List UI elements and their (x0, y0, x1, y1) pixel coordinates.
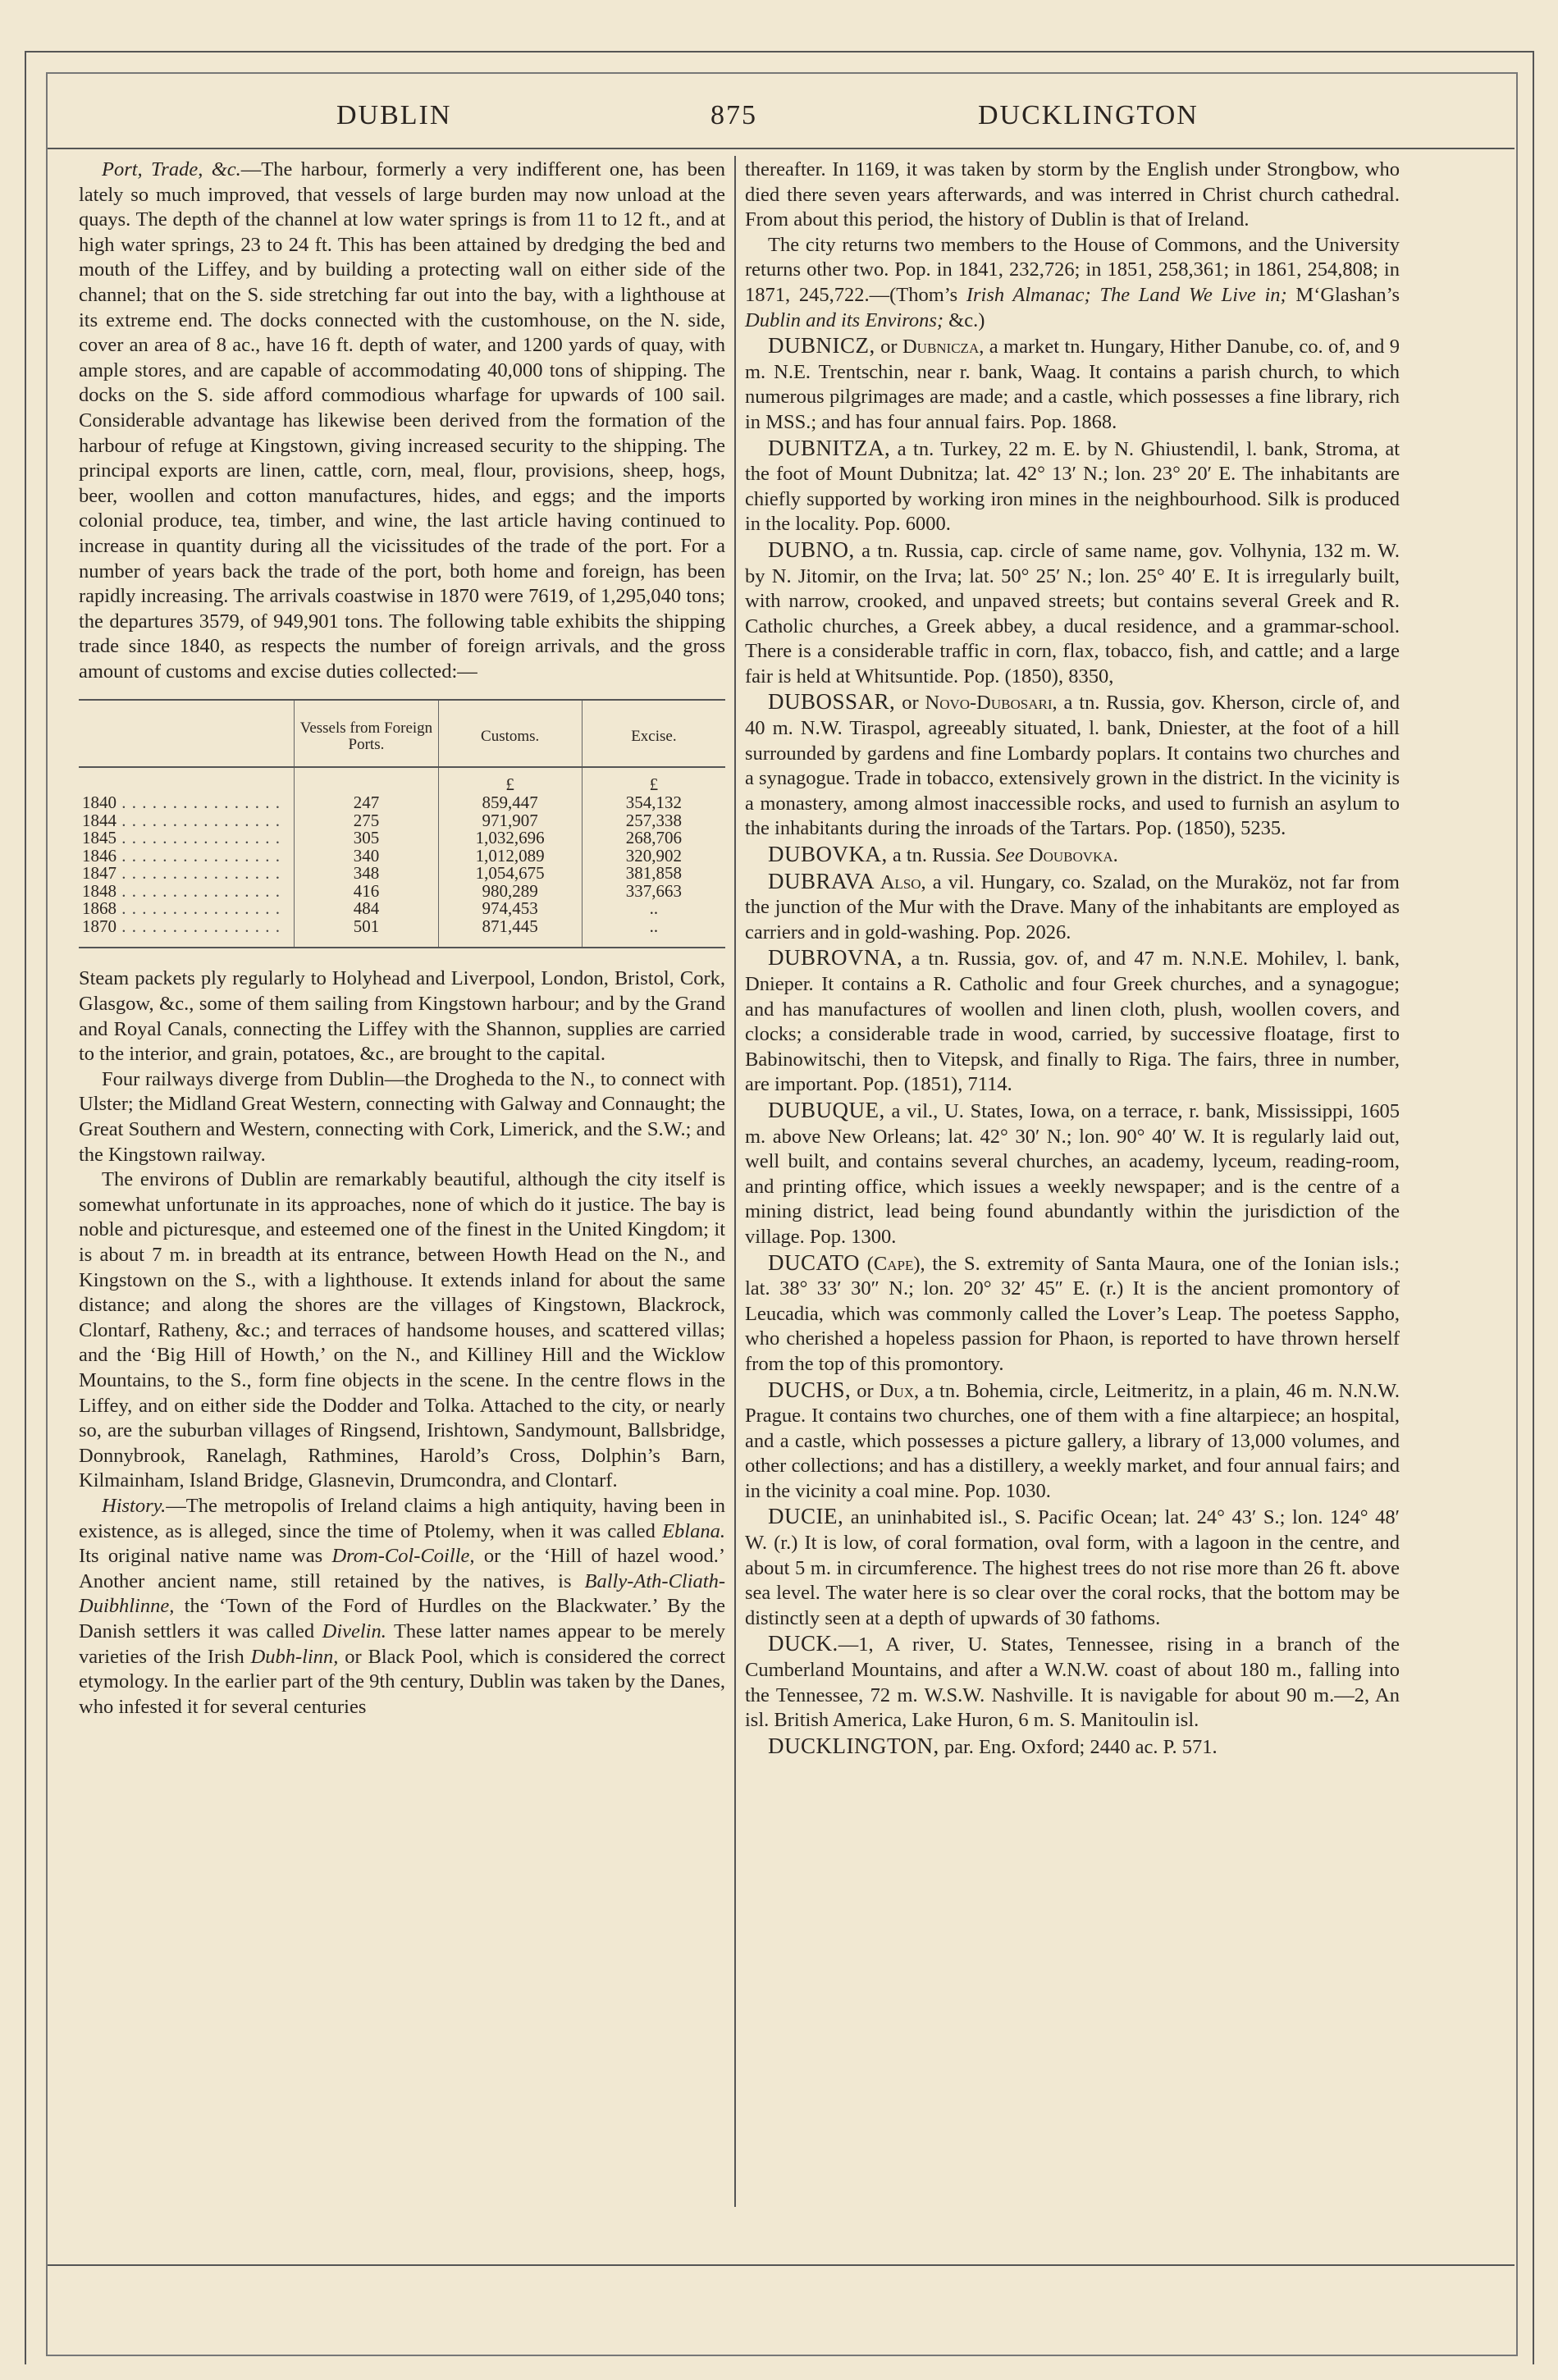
table-years-cell (79, 767, 295, 948)
table-value: 247 (353, 793, 380, 813)
entry-ducklington (745, 1734, 1400, 1761)
table-body-row (79, 767, 725, 948)
outer-right-rule (1533, 51, 1534, 2364)
table-year: 1844 . . . (82, 812, 290, 830)
text-run: or (851, 1379, 880, 1402)
table-value: 381,858 (625, 863, 683, 884)
entry-text: —1, A river, U. States, Tennessee, rising in a branch of the Cumberland Mountains, and after a W.N.W. coast of about 180 m., falling into the Tennessee, 72 m. W.S.W. Nashville. It is navigable for about 90 m.—2, An isl. British America, Lake Huron, 6 m. S. Manitoulin isl. (745, 1633, 1400, 1732)
entry-text: a vil., U. States, Iowa, on a terrace, r. bank, Mississippi, 1605 m. above New Orleans; lat. 42° 30′ N.; lon. 90° 40′ W. It is regularly laid out, well built, and contains several churches, an academy, lyceum, reading-room, and printing office, which issues a weekly newspaper; and is the centre of a mining district, lead being found abundantly within the jurisdiction of the village. Pop. 1300. (745, 1099, 1400, 1248)
entry-text: a tn. Russia, cap. circle of same name, gov. Volhynia, 132 m. W. by N. Jitomir, on the Irva; lat. 50° 25′ N.; lon. 25° 40′ E. It is irregularly built, with narrow, crooked, and unpaved streets; but contains several Greek and R. Catholic churches, a Greek abbey, a ducal residence, and a grammar-school. There is a considerable traffic in corn, flax, tobacco, fish, and cattle; and a large fair is held at Whitsuntide. Pop. (1850), 8350, (745, 539, 1400, 688)
paragraph-railways: Four railways diverge from Dublin—the Drogheda to the N., to connect with Ulster; the Midland Great Western, connecting with Galway and Connaught; the Great Southern and Western, connecting with Cork, Limerick, and the S.W.; and the Kingstown railway. (79, 1067, 725, 1166)
table-value: .. (649, 898, 659, 919)
table-year: 1845 . . . (82, 829, 290, 847)
table-year: 1847 . . . (82, 865, 290, 883)
alt-name: Dubnicza, (902, 336, 985, 359)
entry-text: a tn. Russia, gov. of, and 47 m. N.N.E. Mohilev, l. bank, Dnieper. It contains a R. Catholic and four Greek churches, and a synagogue; and has manufactures of woollen and linen cloth, plush, woollen covers, and clocks; a considerable trade in wood, carried, by successive floatage, first to Babinowitschi, then to Vitepsk, and finally to Riga. The fairs, three in number, are important. Pop. (1851), 7114. (745, 948, 1400, 1096)
italic-name: Divelin. (322, 1619, 386, 1642)
table-value: 501 (353, 916, 380, 936)
entry-headword: DUCATO (768, 1249, 861, 1275)
entry-text: the S. extremity of Santa Maura, one of the Ionian isls.; lat. 38° 33′ 30″ N.; lon. 20° 32′ 45″ E. (r.) It is the ancient promontory of Leucadia, which was commonly called the Lover’s Leap. The poetess Sappho, who cherished a hopeless passion for Phaon, is reported to have thrown herself from the top of this promontory. (745, 1252, 1400, 1375)
entry-headword: DUBOSSAR, (768, 689, 896, 715)
alt-name: Also, (875, 870, 926, 893)
table-value: 354,132 (625, 793, 683, 813)
text-run: Its original native name was (79, 1545, 332, 1568)
entry-text: a tn. Bohemia, circle, Leitmeritz, in a plain, 46 m. N.N.W. Prague. It contains two churches, one of them with a fine altarpiece; an hospital, and a castle, which possesses a picture gallery, a library of 13,000 volumes, and other collections; and has a distillery, a weekly market, and four annual fairs; and in the vicinity a coal mine. Pop. 1030. (745, 1379, 1400, 1502)
entry-dubuque (745, 1098, 1400, 1250)
paragraph-port-trade (79, 158, 725, 684)
table-currency: £ (649, 774, 659, 795)
entry-dubnicz (745, 333, 1400, 435)
table-year: 1868 . . . (82, 900, 290, 918)
text-run: —The metropolis of Ireland claims a high antiquity, having been in existence, as is alleged, since the time of Ptolemy, when it was called (79, 1494, 725, 1542)
text-run: the ‘Town of the Ford of Hurdles on the Blackwater.’ By the Danish settlers it was called (79, 1595, 725, 1642)
table-year: 1848 . . . (82, 883, 290, 901)
text-run: or the ‘Hill of hazel wood.’ Another ancient name, still retained by the natives, is (79, 1545, 725, 1592)
entry-headword: DUBNO, (768, 537, 855, 562)
entry-headword: DUCHS, (768, 1377, 852, 1402)
table-value: 416 (353, 880, 380, 901)
entry-text: a tn. Turkey, 22 m. E. by N. Ghiustendil, l. bank, Stroma, at the foot of Mount Dubnitza; lat. 42° 13′ N.; lon. 23° 20′ E. The inhabitants are chiefly supported by working iron mines in the neighbourhood. Silk is produced in the locality. Pop. 6000. (745, 437, 1400, 536)
entry-dubossar (745, 689, 1400, 842)
table-value: 257,338 (625, 810, 683, 830)
table-year: 1870 . . . (82, 918, 290, 936)
entry-dubrovna (745, 945, 1400, 1098)
italic-title: Dublin and its Environs; (745, 308, 944, 331)
entry-dubno (745, 537, 1400, 690)
entry-text: an uninhabited isl., S. Pacific Ocean; lat. 24° 43′ S.; lon. 124° 48′ W. (r.) It is low, of coral formation, oval form, with a lagoon in the centre, and about 5 m. in circumference. The highest trees do not rise more than 26 ft. above sea level. The water here is so clear over the coral rocks, that the bottom may be distinctly seen at a depth of upwards of 30 fathoms. (745, 1506, 1400, 1629)
table-value: 340 (353, 845, 380, 866)
entry-text: a tn. Russia, gov. Kherson, circle of, and 40 m. N.W. Tiraspol, agreeably situated, l. bank, Dniester, at the foot of a hill surrounded by gardens and fine Lombardy poplars. It contains two churches and a synagogue. Trade in tobacco, extensively grown in the district. In the vicinity is a monastery, among almost inaccessible rocks, and used to furnish an asylum to the inhabitants during the inroads of the Tartars. Pop. (1850), 5235. (745, 692, 1400, 840)
table-value: 871,445 (482, 916, 538, 936)
paragraph-environs: The environs of Dublin are remarkably beautiful, although the city itself is somewhat unfortunate in its approaches, none of which do it justice. The bay is noble and picturesque, and esteemed one of the finest in the United Kingdom; it is about 7 m. in breadth at its entrance, between Howth Head on the N., and Kingstown on the S., with a lighthouse. It extends inland for about the same distance; and along the shores are the villages of Kingstown, Blackrock, Clontarf, Ratheny, &c.; and terraces of handsome houses, and scattered villas; and the ‘Big Hill of Howth,’ on the N., and Killiney Hill and the Wicklow Mountains, to the S., form fine objects in the scene. In the centre flows in the Liffey, and on either side the Dodder and Tolka. Attached to the city, or nearly so, are the suburban villages of Ringsend, Irishtown, Sandymount, Ballsbridge, Donnybrook, Ranelagh, Rathmines, Harold’s Cross, Dolphin’s Barn, Kilmainham, Island Bridge, Glasnevin, Drumcondra, and Clontarf. (79, 1168, 725, 1492)
table-value: 305 (353, 828, 380, 848)
table-value: .. (649, 916, 659, 936)
table-value: 1,054,675 (475, 863, 545, 884)
italic-name: Eblana. (662, 1519, 725, 1542)
entry-text: par. Eng. Oxford; 2440 ac. P. 571. (939, 1735, 1218, 1758)
text-run: M‘Glashan’s (1286, 283, 1400, 306)
entry-dubovka (745, 842, 1400, 869)
text-run: &c.) (943, 308, 985, 331)
table-value: 1,012,089 (475, 845, 545, 866)
entry-headword: DUCK. (768, 1631, 838, 1656)
entry-headword: DUCIE, (768, 1504, 844, 1529)
section-lead: History. (102, 1494, 167, 1517)
alt-name: (Cape), (860, 1252, 925, 1275)
shipping-table (79, 699, 725, 948)
table-currency: £ (505, 774, 514, 795)
cross-reference: Doubovka. (1023, 844, 1118, 867)
alt-name: Novo-Dubosari, (925, 692, 1058, 715)
paragraph-text: —The harbour, formerly a very indifferent one, has been lately so much improved, that vessels of large burden may now unload at the quays. The depth of the channel at low water springs is from 11 to 12 ft., and at high water springs, 23 to 24 ft. This has been attained by dredging the bed and mouth of the Liffey, and by building a protecting wall on either side of the channel; that on the S. side stretching far out into the bay, with a lighthouse at its extreme end. The docks connected with the customhouse, on the N. side, cover an area of 8 ac., have 16 ft. depth of water, and 1200 yards of quay, with ample stores, and are capable of accommodating 40,000 tons of shipping. The docks on the S. side afford commodious wharfage for upwards of 100 sail. Considerable advantage has likewise been derived from the formation of the harbour of refuge at Kingstown, giving increased security to the shipping. The principal exports are linen, cattle, corn, meal, flour, provisions, sheep, hogs, beer, woollen and cotton manufactures, hides, and eggs; and the imports colonial produce, tea, timber, and wine, the last article having continued to increase in quantity during all the vicissitudes of the trade of the port. For a number of years back the trade of the port, both home and foreign, has been rapidly increasing. The arrivals coastwise in 1870 were 7619, of 1,295,040 tons; the departures 3579, of 949,901 tons. The following table exhibits the shipping trade since 1840, as respects the number of foreign arrivals, and the gross amount of customs and excise duties collected:— (79, 158, 726, 683)
text-run: The city returns two members to the House of Commons, and the University returns other two. Pop. in 1841, 232,726; in 1851, 258,361; in 1861, 254,808; in 1871, 245,722.—(Thom’s (745, 233, 1400, 306)
table-value: 337,663 (625, 880, 683, 901)
table-vessels-cell (295, 767, 438, 948)
table-excise-cell (582, 767, 725, 948)
italic-title: Irish Almanac; The Land We Live in; (966, 283, 1287, 306)
table-header-year (79, 700, 295, 767)
text-run: or (875, 336, 902, 359)
table-value: 980,289 (482, 880, 538, 901)
entry-dubnitza (745, 436, 1400, 537)
table-value: 484 (353, 898, 380, 919)
running-head-right: DUCKLINGTON (978, 100, 1199, 130)
entry-duchs (745, 1377, 1400, 1505)
entry-headword: DUBROVNA, (768, 945, 903, 971)
entry-text: a market tn. Hungary, Hither Danube, co. of, and 9 m. N.E. Trentschin, near r. bank, Waag. It contains a parish church, to which numerous pilgrimages are made; and a castle, which possesses a fine library, rich in MSS.; and has four annual fairs. Pop. 1868. (745, 336, 1400, 433)
paragraph-history-continued: thereafter. In 1169, it was taken by storm by the English under Strongbow, who died there seven years afterwards, and was interred in Christ church cathedral. From about this period, the history of Dublin is that of Ireland. (745, 158, 1400, 231)
section-lead: Port, Trade, &c. (102, 158, 241, 180)
entry-dubrava (745, 869, 1400, 946)
running-head-left: DUBLIN (336, 100, 452, 130)
entry-headword: DUBOVKA, (768, 842, 888, 867)
text-run: These latter names appear to be merely varieties of the Irish (79, 1619, 725, 1668)
italic-name: Bally-Ath-Cliath-Duibhlinne, (79, 1569, 725, 1618)
paragraph-steam-packets: Steam packets ply regularly to Holyhead and Liverpool, London, Bristol, Cork, Glasgow, &c., some of them sailing from Kingstown harbour; and by the Grand and Royal Canals, connecting the Liffey with the Shannon, supplies are carried to the interior, and grain, potatoes, &c., are brought to the capital. (79, 967, 725, 1066)
italic-name: Drom-Col-Coille, (331, 1545, 475, 1568)
table-value: 974,453 (482, 898, 538, 919)
entry-text: a tn. Russia. (887, 844, 996, 867)
alt-name: Dux, (879, 1379, 920, 1402)
paragraph-population (745, 233, 1400, 333)
entry-headword: DUCKLINGTON, (768, 1733, 939, 1758)
table-value: 971,907 (482, 810, 538, 830)
entry-headword: DUBNICZ, (768, 333, 875, 359)
entry-headword: DUBRAVA (768, 868, 875, 893)
outer-top-rule (25, 51, 1534, 53)
left-column (79, 158, 725, 1720)
column-divider (734, 156, 736, 2207)
entry-duck (745, 1631, 1400, 1733)
text-run: or Black Pool, which is considered the correct etymology. In the earlier part of the 9th century, Dublin was taken by the Danes, who infested it for several centuries (79, 1645, 725, 1718)
table-header-customs: Customs. (438, 700, 582, 767)
italic-name: Dubh-linn, (250, 1645, 339, 1668)
page-number: 875 (710, 100, 757, 130)
entry-headword: DUBNITZA, (768, 435, 891, 460)
entry-ducato (745, 1250, 1400, 1377)
paragraph-history (79, 1494, 725, 1720)
right-column (745, 158, 1400, 1760)
entry-text: a vil. Hungary, co. Szalad, on the Muraköz, not far from the junction of the Mur with the Drave. Many of the inhabitants are employed as carriers and in gold-washing. Pop. 2026. (745, 870, 1400, 943)
table-year: 1846 . . . (82, 847, 290, 866)
table-header-vessels: Vessels from Foreign Ports. (295, 700, 438, 767)
entry-headword: DUBUQUE, (768, 1097, 885, 1122)
table-header-excise: Excise. (582, 700, 725, 767)
see-reference: See (995, 844, 1024, 867)
table-customs-cell (438, 767, 582, 948)
outer-left-rule (25, 51, 26, 2364)
table-value: 275 (353, 810, 380, 830)
table-value: 348 (353, 863, 380, 884)
table-value: 268,706 (625, 828, 683, 848)
table-year: 1840 . . . (82, 794, 290, 812)
table-value: 320,902 (625, 845, 683, 866)
entry-ducie (745, 1504, 1400, 1631)
text-run: or (895, 692, 925, 715)
table-value: 859,447 (482, 793, 538, 813)
table-value: 1,032,696 (475, 828, 545, 848)
